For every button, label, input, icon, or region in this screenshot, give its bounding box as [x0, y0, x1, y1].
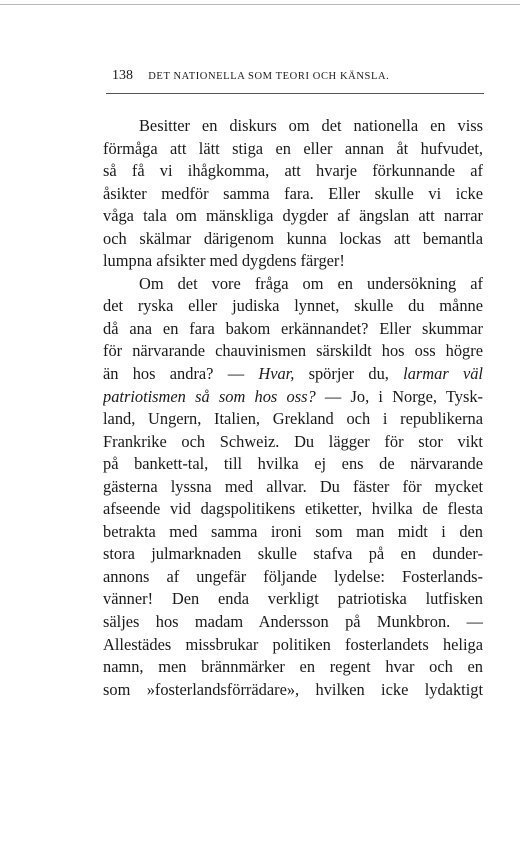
text-line: vänner! Den enda verkligt patriotiska lutfisken	[103, 589, 483, 609]
text-line: för närvarande chauvinismen särskildt hos oss högre	[103, 341, 483, 361]
page-header	[112, 66, 484, 84]
text-line: säljes hos madam Andersson på Munkbron. —	[103, 612, 483, 632]
text-segment: — Jo, i Norge, Tysk-	[315, 386, 483, 406]
italic-segment: larmar väl	[403, 364, 483, 384]
text-line: annons af ungefär följande lydelse: Fosterlands-	[103, 566, 483, 586]
page-number: 138	[112, 68, 133, 83]
text-line: Frankrike och Schweiz. Du lägger för stor vikt	[103, 431, 483, 451]
text-line-mixed	[103, 363, 483, 386]
text-line: våga tala om mänskliga dygder af ängslan att narrar	[103, 206, 483, 226]
text-line: det ryska eller judiska lynnet, skulle du månne	[103, 296, 483, 316]
running-head: DET NATIONELLA SOM TEORI OCH KÄNSLA.	[148, 71, 390, 82]
text-line: på bankett-tal, till hvilka ej ens de närvarande	[103, 454, 483, 474]
text-line: förmåga att lätt stiga en eller annan åt hufvudet,	[103, 138, 483, 158]
body-text	[103, 115, 483, 701]
text-line: stora julmarknaden skulle stafva på en dunder-	[103, 544, 483, 564]
text-line: Besitter en diskurs om det nationella en viss	[139, 116, 483, 135]
text-line: så få vi ihågkomma, att hvarje förkunnande af	[103, 161, 483, 181]
italic-segment: patriotismen så som hos oss?	[103, 386, 316, 406]
top-edge-rule	[0, 4, 520, 5]
text-segment: spörjer du,	[294, 364, 404, 384]
text-line: lumpna afsikter med dygdens färger!	[103, 251, 345, 271]
text-line: och skälmar därigenom kunna lockas att bemantla	[103, 228, 483, 248]
text-line: afseende vid dagspolitikens etiketter, hvilka de flesta	[103, 499, 483, 519]
text-line: land, Ungern, Italien, Grekland och i republikerna	[103, 409, 483, 429]
text-line: Om det vore fråga om en undersökning af	[139, 273, 483, 293]
text-line: gästerna lyssna med allvar. Du fäster för mycket	[103, 476, 483, 496]
text-line: åsikter medför samma fara. Eller skulle vi icke	[103, 183, 483, 203]
italic-segment: Hvar,	[258, 364, 295, 384]
text-segment: än hos andra? —	[103, 364, 259, 384]
text-line-mixed	[103, 386, 483, 409]
text-line: betrakta med samma ironi som man midt i den	[103, 521, 483, 541]
header-rule	[106, 93, 484, 94]
text-line: som »fosterlandsförrädare», hvilken icke lydaktigt	[103, 679, 483, 699]
text-line: Allestädes missbrukar politiken fosterlandets heliga	[103, 634, 483, 654]
text-line: då ana en fara bakom erkännandet? Eller skummar	[103, 318, 483, 338]
text-line: namn, men brännmärker en regent hvar och en	[103, 657, 483, 677]
